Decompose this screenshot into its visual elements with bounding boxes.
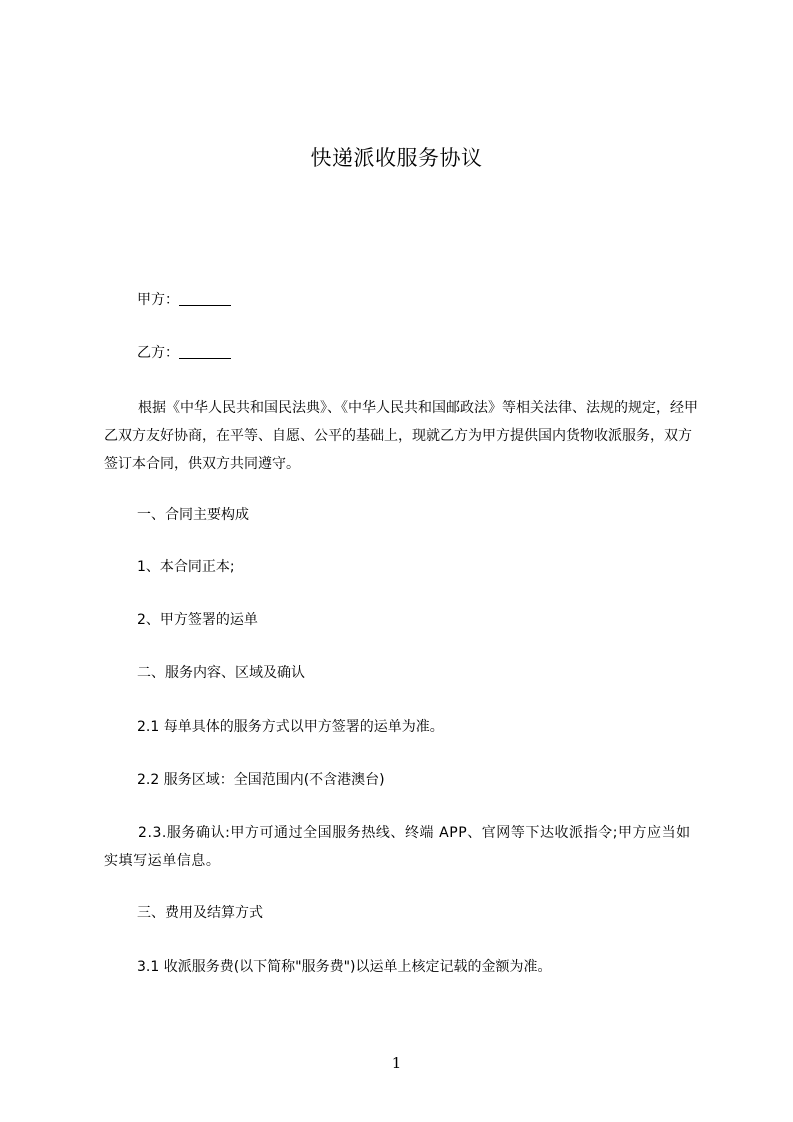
party-b-blank xyxy=(179,344,231,359)
party-a-label: 甲方： xyxy=(137,292,179,308)
clause-2-1: 2.1 每单具体的服务方式以甲方签署的运单为准。 xyxy=(137,719,444,735)
document-title: 快递派收服务协议 xyxy=(310,146,483,170)
clause-3-1: 3.1 收派服务费(以下简称"服务费")以运单上核定记载的金额为准。 xyxy=(137,959,552,975)
clause-1-2: 2、甲方签署的运单 xyxy=(137,612,258,628)
section-3-heading: 三、费用及结算方式 xyxy=(137,905,263,921)
intro-paragraph: 根据《中华人民共和国民法典》、《中华人民共和国邮政法》等相关法律、法规的规定，经甲乙双方友好协商，在平等、自愿、公平的基础上，现就乙方为甲方提供国内货物收派服务，双方签订本合同，供双方共同遵守。 xyxy=(104,400,698,472)
party-a-blank xyxy=(179,291,231,306)
clause-2-2: 2.2 服务区域：全国范围内(不含港澳台) xyxy=(137,772,385,788)
party-b-line xyxy=(137,339,231,367)
section-1-heading: 一、合同主要构成 xyxy=(137,507,249,523)
party-a-line xyxy=(137,286,231,314)
section-2-heading: 二、服务内容、区域及确认 xyxy=(137,665,305,681)
clause-1-1: 1、本合同正本; xyxy=(137,559,235,575)
page-number: 1 xyxy=(391,1054,402,1072)
clause-2-3: 2.3.服务确认:甲方可通过全国服务热线、终端 APP、官网等下达收派指令;甲方应当如实填写运单信息。 xyxy=(104,825,691,869)
party-b-label: 乙方： xyxy=(137,345,179,361)
